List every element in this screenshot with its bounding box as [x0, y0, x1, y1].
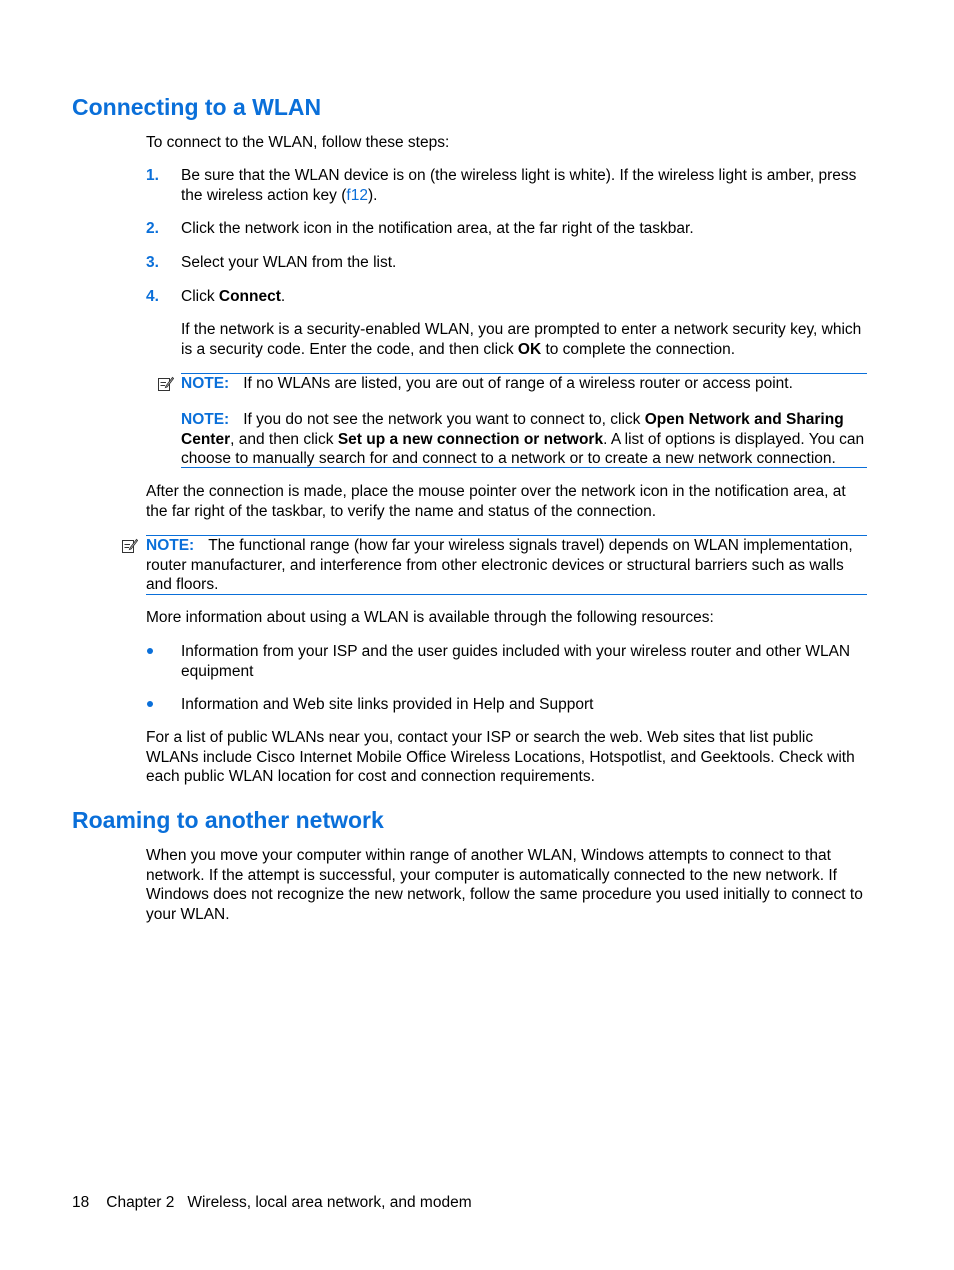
page-footer [72, 1193, 489, 1213]
after-connection-text: After the connection is made, place the mouse pointer over the network icon in the notification area, at the far right of the taskbar, to verify the name and status of the connection. [146, 483, 846, 520]
section-heading-roaming: Roaming to another network [72, 807, 384, 833]
note-2: NOTE: If you do not see the network you want to connect to, click Open Network and Sharing Center, and then click Set up a new connection or network. A list of options is displayed. You can choose to manually search for and connect to a network or to create a new network connection. [181, 411, 865, 467]
step-number: 3. [146, 254, 159, 271]
f12-key-link[interactable]: f12 [346, 186, 368, 204]
bullet-dot-icon [147, 648, 153, 654]
page-number: 18 [72, 1194, 90, 1211]
note-bottom-rule [146, 594, 867, 595]
note-pencil-icon [157, 375, 174, 392]
step-number: 1. [146, 167, 159, 184]
step-4-text: Click Connect. [181, 288, 286, 305]
chapter-label: Chapter 2 [106, 1194, 175, 1211]
step-1-text: Be sure that the WLAN device is on (the wireless light is white). If the wireless light is amber, press the wireless action key (f12). [181, 167, 857, 204]
step-2-text: Click the network icon in the notification area, at the far right of the taskbar. [181, 220, 694, 237]
intro-text: To connect to the WLAN, follow these steps: [146, 134, 450, 151]
step-number: 2. [146, 220, 159, 237]
step-number: 4. [146, 288, 159, 305]
list-item: Information from your ISP and the user guides included with your wireless router and other WLAN equipment [181, 643, 851, 680]
chapter-title: Wireless, local area network, and modem [187, 1194, 472, 1211]
step-3-text: Select your WLAN from the list. [181, 254, 397, 271]
note-1: NOTE: If no WLANs are listed, you are out of range of a wireless router or access point. [181, 375, 793, 392]
step-4-detail: If the network is a security-enabled WLAN, you are prompted to enter a network security key, which is a security code. Enter the code, and then click OK to complete the connection. [181, 321, 862, 358]
list-item: Information and Web site links provided in Help and Support [181, 696, 594, 713]
section-heading-connecting-wlan: Connecting to a WLAN [72, 94, 322, 120]
note-pencil-icon [121, 537, 138, 554]
public-wlans-text: For a list of public WLANs near you, contact your ISP or search the web. Web sites that list public WLANs include Cisco Internet Mobile Office Wireless Locations, Hotspotlist, and Geektools. Check with each public WLAN location for cost and connection requirements. [146, 729, 855, 785]
more-info-text: More information about using a WLAN is available through the following resources: [146, 609, 714, 626]
note-bottom-rule [181, 467, 867, 468]
note-3: NOTE: The functional range (how far your wireless signals travel) depends on WLAN implementation, router manufacturer, and interference from other electronic devices or structural barriers such as walls and floors. [146, 537, 853, 593]
bullet-dot-icon [147, 701, 153, 707]
roaming-text: When you move your computer within range of another WLAN, Windows attempts to connect to that network. If the attempt is successful, your computer is automatically connected to the new network. If Windows does not recognize the new network, follow the same procedure you used initially to connect to your WLAN. [146, 847, 863, 923]
